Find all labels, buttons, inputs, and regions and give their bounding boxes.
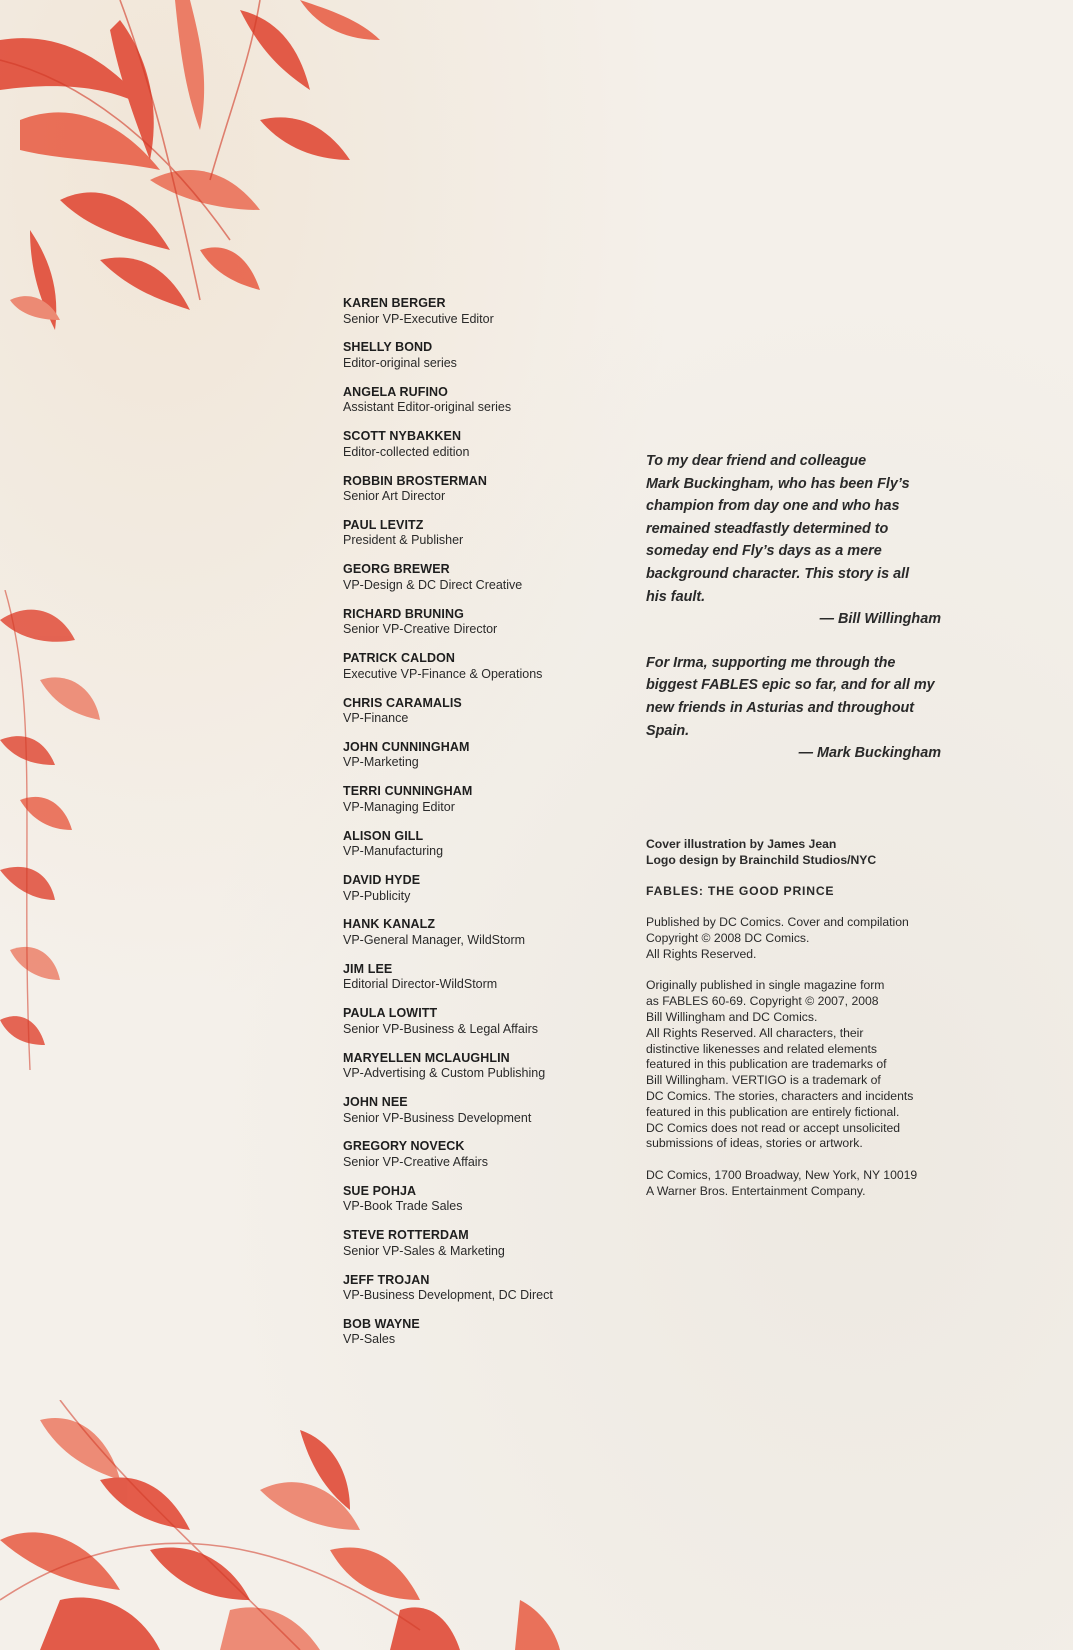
dedication-signature: — Mark Buckingham: [798, 745, 941, 762]
staff-name: DAVID HYDE: [343, 873, 421, 888]
staff-title: Senior VP-Sales & Marketing: [343, 1243, 505, 1258]
staff-credit: [343, 1139, 603, 1170]
staff-title: VP-Book Trade Sales: [343, 1199, 463, 1214]
dedication-line: biggest FABLES epic so far, and for all my: [646, 677, 935, 694]
staff-credit: [343, 1184, 603, 1215]
dedication-line: his fault.: [646, 588, 706, 605]
dedication-line: To my dear friend and colleague: [646, 453, 867, 469]
legal-line: distinctive likenesses and related elements: [646, 1041, 878, 1056]
staff-name: TERRI CUNNINGHAM: [343, 784, 473, 799]
legal-line: featured in this publication are trademarks of: [646, 1057, 887, 1072]
dedication-line: new friends in Asturias and throughout: [646, 699, 915, 716]
staff-credit: [343, 1006, 603, 1037]
staff-credits-list: [343, 296, 603, 1361]
foliage-left-middle-illustration: [0, 590, 110, 1080]
staff-name: JEFF TROJAN: [343, 1272, 430, 1287]
staff-name: ROBBIN BROSTERMAN: [343, 473, 488, 488]
staff-credit: [343, 1317, 603, 1348]
staff-credit: [343, 474, 603, 505]
staff-name: MARYELLEN MCLAUGHLIN: [343, 1050, 510, 1065]
staff-name: STEVE ROTTERDAM: [343, 1228, 469, 1243]
dedication-line: Spain.: [646, 722, 690, 739]
legal-line: All Rights Reserved. All characters, their: [646, 1025, 864, 1040]
staff-title: VP-Managing Editor: [343, 799, 455, 814]
staff-title: VP-Manufacturing: [343, 844, 444, 859]
staff-title: VP-Marketing: [343, 755, 419, 770]
publisher-address: [646, 1168, 946, 1200]
staff-name: RICHARD BRUNING: [343, 606, 464, 621]
dedication-line: champion from day one and who has: [646, 498, 900, 515]
staff-title: Senior VP-Executive Editor: [343, 311, 494, 326]
staff-name: SHELLY BOND: [343, 340, 433, 355]
staff-credit: [343, 696, 603, 727]
staff-title: VP-Business Development, DC Direct: [343, 1288, 553, 1303]
dedication-buckingham: [646, 652, 941, 765]
legal-line: DC Comics does not read or accept unsolicited: [646, 1120, 901, 1135]
staff-credit: [343, 518, 603, 549]
cover-credit: Cover illustration by James Jean: [646, 837, 837, 851]
staff-title: Senior Art Director: [343, 489, 446, 504]
staff-credit: [343, 829, 603, 860]
staff-credit: [343, 1273, 603, 1304]
staff-credit: [343, 385, 603, 416]
legal-line: submissions of ideas, stories or artwork.: [646, 1136, 863, 1151]
staff-credit: [343, 651, 603, 682]
staff-credit: [343, 562, 603, 593]
staff-name: HANK KANALZ: [343, 917, 436, 932]
legal-line: Originally published in single magazine form: [646, 978, 885, 993]
staff-title: Senior VP-Creative Director: [343, 622, 498, 637]
logo-credit: Logo design by Brainchild Studios/NYC: [646, 852, 877, 867]
legal-line: as FABLES 60-69. Copyright © 2007, 2008: [646, 994, 879, 1009]
legal-line: DC Comics, 1700 Broadway, New York, NY 10019: [646, 1167, 918, 1182]
staff-credit: [343, 1095, 603, 1126]
staff-name: GREGORY NOVECK: [343, 1139, 465, 1154]
staff-title: VP-Sales: [343, 1332, 396, 1347]
staff-name: JOHN CUNNINGHAM: [343, 739, 470, 754]
staff-name: PAULA LOWITT: [343, 1006, 438, 1021]
staff-title: Senior VP-Business Development: [343, 1110, 532, 1125]
staff-title: President & Publisher: [343, 533, 464, 548]
staff-name: BOB WAYNE: [343, 1316, 420, 1331]
dedication-line: For Irma, supporting me through the: [646, 654, 896, 671]
dedication-line: Mark Buckingham, who has been Fly’s: [646, 475, 910, 492]
staff-title: VP-Advertising & Custom Publishing: [343, 1066, 546, 1081]
legal-line: A Warner Bros. Entertainment Company.: [646, 1183, 866, 1198]
dedication-line: remained steadfastly determined to: [646, 520, 889, 537]
staff-credit: [343, 1051, 603, 1082]
staff-name: KAREN BERGER: [343, 296, 446, 310]
staff-name: SCOTT NYBAKKEN: [343, 429, 462, 444]
staff-title: Editor-original series: [343, 355, 457, 370]
legal-line: Bill Willingham and DC Comics.: [646, 1009, 818, 1024]
staff-credit: [343, 873, 603, 904]
legal-line: Copyright © 2008 DC Comics.: [646, 930, 810, 945]
legal-line: Published by DC Comics. Cover and compilation: [646, 915, 909, 930]
staff-credit: [343, 784, 603, 815]
legal-line: Bill Willingham. VERTIGO is a trademark of: [646, 1073, 881, 1088]
staff-credit: [343, 340, 603, 371]
staff-title: Editor-collected edition: [343, 444, 470, 459]
staff-name: JOHN NEE: [343, 1095, 408, 1110]
staff-credit: [343, 962, 603, 993]
published-notice: [646, 915, 946, 962]
staff-credit: [343, 917, 603, 948]
staff-name: ANGELA RUFINO: [343, 384, 448, 399]
publication-info: [646, 837, 946, 1200]
staff-title: VP-Finance: [343, 711, 409, 726]
staff-title: Assistant Editor-original series: [343, 400, 512, 415]
staff-name: PAUL LEVITZ: [343, 517, 424, 532]
legal-line: All Rights Reserved.: [646, 946, 757, 961]
staff-title: Senior VP-Business & Legal Affairs: [343, 1021, 539, 1036]
staff-credit: [343, 429, 603, 460]
dedication-line: background character. This story is all: [646, 565, 910, 582]
foliage-bottom-left-illustration: [0, 1400, 560, 1650]
staff-title: Executive VP-Finance & Operations: [343, 666, 543, 681]
staff-credit: [343, 1228, 603, 1259]
copyright-notice: [646, 978, 946, 1152]
staff-credit: [343, 296, 603, 327]
staff-title: Senior VP-Creative Affairs: [343, 1154, 488, 1169]
staff-name: CHRIS CARAMALIS: [343, 695, 462, 710]
dedication-signature: — Bill Willingham: [819, 611, 941, 628]
dedication-willingham: [646, 450, 941, 631]
staff-name: PATRICK CALDON: [343, 651, 456, 666]
staff-title: VP-General Manager, WildStorm: [343, 932, 526, 947]
dedications: [646, 450, 941, 765]
legal-line: featured in this publication are entirely fictional.: [646, 1104, 900, 1119]
dedication-line: someday end Fly’s days as a mere: [646, 543, 882, 560]
staff-name: ALISON GILL: [343, 828, 424, 843]
staff-name: JIM LEE: [343, 961, 393, 976]
staff-credit: [343, 740, 603, 771]
staff-title: VP-Design & DC Direct Creative: [343, 577, 523, 592]
legal-line: DC Comics. The stories, characters and incidents: [646, 1088, 914, 1103]
staff-name: SUE POHJA: [343, 1183, 417, 1198]
book-title: FABLES: THE GOOD PRINCE: [646, 883, 835, 898]
staff-name: GEORG BREWER: [343, 562, 450, 577]
staff-title: VP-Publicity: [343, 888, 411, 903]
staff-title: Editorial Director-WildStorm: [343, 977, 498, 992]
staff-credit: [343, 607, 603, 638]
